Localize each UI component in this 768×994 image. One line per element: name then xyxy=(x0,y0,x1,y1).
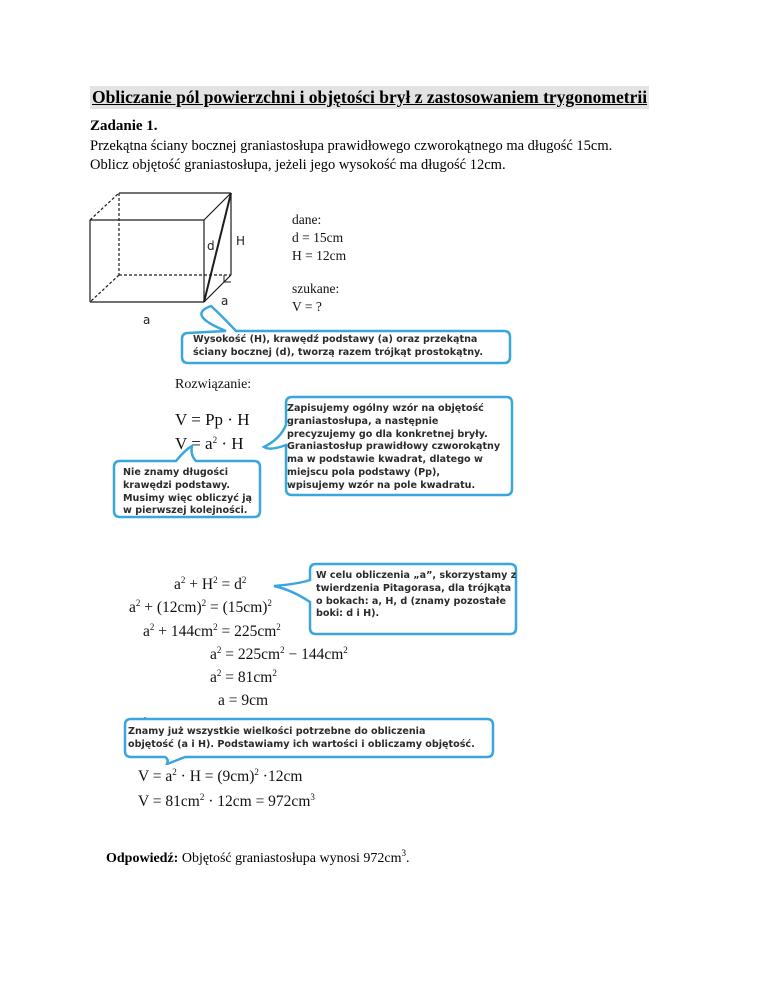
bubble-4-text: W celu obliczenia „a”, skorzystamy z twierdzenia Pitagorasa, dla trójkąta o bokach: a, H, d (znamy pozostałe boki: d i H). xyxy=(316,570,517,620)
pythagoras-line-2: $a^2 + (12cm)^2 = (15cm)^2$ xyxy=(129,598,272,616)
pythagoras-line-1: $a^2 + H^2 = d^2$ xyxy=(174,575,247,593)
pythagoras-line-3: $a^2 + 144cm^2 = 225cm^2$ xyxy=(143,622,281,640)
given-label: dane: xyxy=(292,212,322,227)
answer: Odpowiedź: Objętość graniastosłupa wynosi $972cm^3$. xyxy=(106,848,410,866)
task-line-2: Oblicz objętość graniastosłupa, jeżeli jego wysokość ma długość 12cm. xyxy=(90,157,506,173)
given-H: H = 12cm xyxy=(292,248,347,263)
sought-V: V = ? xyxy=(292,299,322,314)
sought-label: szukane: xyxy=(292,281,340,296)
solution-label: Rozwiązanie: xyxy=(175,377,252,392)
task-line-1: Przekątna ściany bocznej graniastosłupa prawidłowego czworokątnego ma długość 15cm. xyxy=(90,138,613,154)
volume-line-2: $V = 81cm^2 \cdot 12cm = 972cm^3$ xyxy=(138,792,315,810)
label-a-front: a xyxy=(221,294,229,308)
formula-volume-general: V = Pp · H xyxy=(175,410,250,429)
label-H: H xyxy=(236,234,246,248)
pythagoras-line-5: $a^2 = 81cm^2$ xyxy=(210,668,277,686)
label-a-bottom: a xyxy=(143,313,151,327)
label-d: d xyxy=(207,239,215,253)
bubble-5-text: Znamy już wszystkie wielkości potrzebne do obliczenia objętość (a i H). Podstawiamy ich wartości i obliczamy objętość. xyxy=(128,726,475,750)
formula-volume-square: $V = a^2 \cdot H$ xyxy=(175,434,244,453)
answer-label: Odpowiedź: xyxy=(106,851,179,866)
bubble-1-text: Wysokość (H), krawędź podstawy (a) oraz przekątna ściany bocznej (d), tworzą razem trójkąt prostokątny. xyxy=(193,334,484,358)
task-label: Zadanie 1. xyxy=(90,118,158,134)
bubble-2-text: Zapisujemy ogólny wzór na objętość graniastosłupa, a następnie precyzujemy go dla konkretnej bryły. Graniastosłup prawidłowy czworokątny ma w podstawie kwadrat, dlatego w miejscu pola podstawy (Pp), wpisujemy wzór na pole kwadratu. xyxy=(287,403,501,491)
pythagoras-line-4: $a^2 = 225cm^2 - 144cm^2$ xyxy=(210,645,348,663)
volume-line-1: $V = a^2 \cdot H = (9cm)^2 \cdot 12cm$ xyxy=(138,767,303,785)
page-title: Obliczanie pól powierzchni i objętości brył z zastosowaniem trygonometrii xyxy=(92,87,648,107)
bubble-3-text: Nie znamy długości krawędzi podstawy. Musimy więc obliczyć ją w pierwszej kolejności. xyxy=(123,467,253,517)
given-d: d = 15cm xyxy=(292,230,344,245)
pythagoras-line-6: a = 9cm xyxy=(218,692,269,709)
